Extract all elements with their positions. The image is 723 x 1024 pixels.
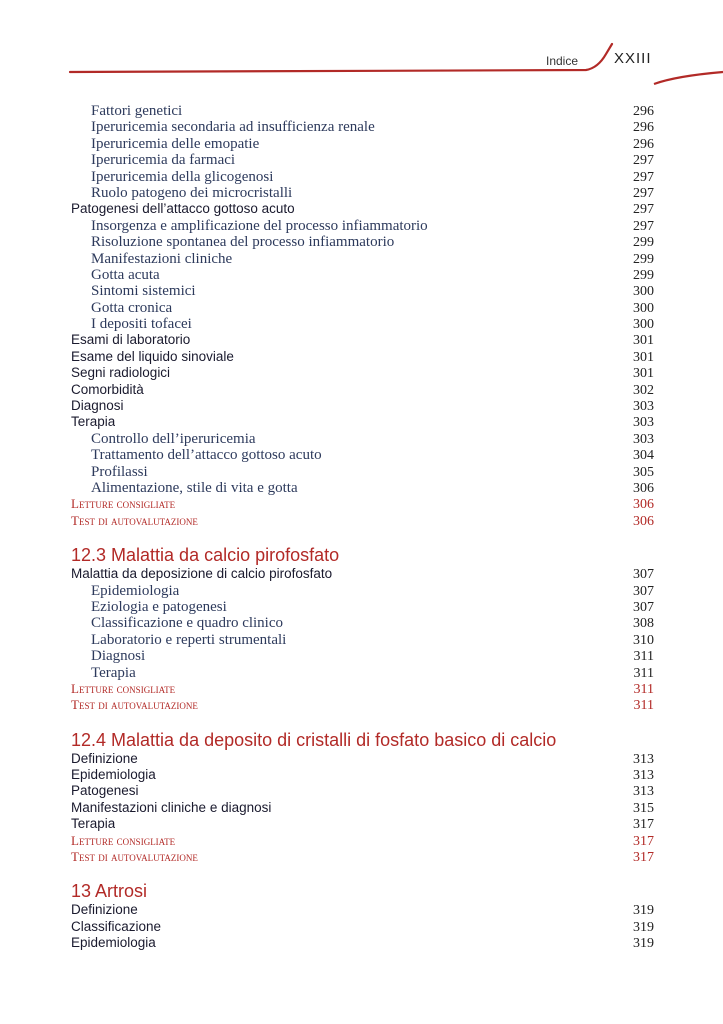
section-heading: 13 Artrosi [71, 881, 148, 902]
entry-page-number: 300 [633, 317, 654, 333]
entry-page-number: 317 [633, 833, 654, 849]
entry-page-number: 302 [633, 382, 654, 398]
toc-subentry[interactable] [71, 316, 654, 332]
entry-title: Iperuricemia della glicogenosi [91, 168, 274, 185]
entry-title: Sintomi sistemici [91, 283, 196, 300]
entry-title: Manifestazioni cliniche [91, 250, 233, 267]
toc-entry[interactable] [71, 816, 654, 832]
entry-page-number: 296 [633, 104, 654, 119]
entry-title: Iperuricemia da farmaci [91, 152, 236, 169]
entry-title: Comorbidità [71, 381, 144, 397]
entry-page-number: 313 [633, 768, 654, 784]
entry-title: Terapia [71, 816, 116, 832]
entry-page-number: 307 [633, 599, 654, 615]
entry-page-number: 306 [633, 480, 654, 496]
entry-title: Epidemiologia [71, 767, 156, 783]
running-header-label: Indice [546, 54, 579, 68]
header-rule [0, 0, 723, 90]
toc-entry[interactable] [71, 365, 654, 381]
entry-title: Classificazione [71, 918, 162, 934]
entry-page-number: 310 [633, 632, 654, 648]
toc-subentry[interactable] [71, 283, 654, 299]
section-heading: 12.4 Malattia da deposito di cristalli di fosfato basico di calcio [71, 729, 557, 750]
toc-entry[interactable] [71, 414, 654, 430]
entry-title: Trattamento dell’attacco gottoso acuto [91, 447, 322, 464]
toc-subentry[interactable] [71, 234, 654, 250]
entry-title: Gotta acuta [91, 266, 160, 283]
entry-page-number: 319 [633, 903, 654, 919]
entry-page-number: 306 [633, 497, 654, 513]
reference-entry[interactable] [71, 697, 654, 713]
entry-title: Test di autovalutazione [71, 697, 198, 713]
toc-subentry[interactable] [71, 464, 654, 480]
toc-entry[interactable] [71, 902, 654, 918]
toc-subentry[interactable] [71, 136, 654, 152]
entry-page-number: 305 [633, 464, 654, 480]
entry-title: Classificazione e quadro clinico [91, 615, 284, 632]
toc-entry[interactable] [71, 566, 654, 582]
entry-page-number: 297 [633, 218, 654, 234]
entry-page-number: 313 [633, 751, 654, 767]
reference-entry[interactable] [71, 833, 654, 849]
entry-page-number: 296 [633, 136, 654, 152]
entry-title: Iperuricemia delle emopatie [91, 135, 260, 152]
entry-title: Esame del liquido sinoviale [71, 348, 234, 364]
entry-page-number: 317 [633, 817, 654, 833]
entry-title: I depositi tofacei [91, 316, 192, 333]
entry-title: Letture consigliate [71, 496, 176, 512]
toc-entry[interactable] [71, 398, 654, 414]
entry-page-number: 317 [633, 850, 654, 866]
toc-subentry[interactable] [71, 447, 654, 463]
entry-page-number: 297 [633, 169, 654, 185]
entry-page-number: 315 [633, 800, 654, 816]
toc-subentry[interactable] [71, 480, 654, 496]
reference-entry[interactable] [71, 681, 654, 697]
toc-entry[interactable] [71, 800, 654, 816]
entry-title: Iperuricemia secondaria ad insufficienza renale [91, 119, 375, 136]
table-of-contents [71, 103, 654, 952]
toc-subentry[interactable] [71, 267, 654, 283]
entry-page-number: 297 [633, 202, 654, 218]
section-heading: 12.3 Malattia da calcio pirofosfato [71, 545, 340, 566]
reference-entry[interactable] [71, 513, 654, 529]
toc-subentry[interactable] [71, 103, 654, 119]
entry-page-number: 319 [633, 936, 654, 952]
entry-title: Eziologia e patogenesi [91, 598, 227, 615]
toc-subentry[interactable] [71, 615, 654, 631]
entry-title: Diagnosi [71, 398, 124, 414]
entry-title: Segni radiologici [71, 365, 171, 381]
entry-title: Epidemiologia [91, 582, 180, 599]
entry-title: Insorgenza e amplificazione del processo infiammatorio [91, 217, 428, 234]
entry-page-number: 299 [633, 235, 654, 251]
entry-page-number: 301 [633, 366, 654, 382]
entry-page-number: 301 [633, 349, 654, 365]
toc-entry[interactable] [71, 935, 654, 951]
entry-page-number: 303 [633, 399, 654, 415]
entry-page-number: 297 [633, 185, 654, 201]
entry-title: Test di autovalutazione [71, 512, 198, 528]
entry-page-number: 307 [633, 567, 654, 583]
toc-subentry[interactable] [71, 251, 654, 267]
page-number: XXIII [614, 50, 652, 67]
entry-page-number: 311 [633, 698, 654, 714]
entry-page-number: 299 [633, 267, 654, 283]
toc-entry[interactable] [71, 919, 654, 935]
entry-title: Manifestazioni cliniche e diagnosi [71, 799, 272, 815]
entry-title: Definizione [71, 902, 138, 918]
entry-page-number: 319 [633, 919, 654, 935]
entry-page-number: 311 [633, 665, 654, 681]
entry-title: Letture consigliate [71, 680, 176, 696]
entry-title: Patogenesi dell’attacco gottoso acuto [71, 201, 295, 217]
toc-subentry[interactable] [71, 599, 654, 615]
entry-title: Test di autovalutazione [71, 849, 198, 865]
entry-page-number: 304 [633, 448, 654, 464]
toc-subentry[interactable] [71, 632, 654, 648]
entry-page-number: 300 [633, 300, 654, 316]
entry-title: Risoluzione spontanea del processo infiammatorio [91, 234, 395, 251]
entry-title: Controllo dell’iperuricemia [91, 430, 256, 447]
entry-title: Definizione [71, 750, 138, 766]
entry-title: Esami di laboratorio [71, 332, 191, 348]
toc-subentry[interactable] [71, 218, 654, 234]
toc-subentry[interactable] [71, 185, 654, 201]
entry-page-number: 296 [633, 120, 654, 136]
entry-title: Gotta cronica [91, 299, 173, 316]
entry-page-number: 311 [633, 649, 654, 665]
toc-entry[interactable] [71, 751, 654, 767]
entry-page-number: 303 [633, 415, 654, 431]
toc-subentry[interactable] [71, 583, 654, 599]
entry-title: Laboratorio e reperti strumentali [91, 631, 287, 648]
reference-entry[interactable] [71, 496, 654, 512]
entry-page-number: 306 [633, 513, 654, 529]
entry-title: Alimentazione, stile di vita e gotta [91, 479, 298, 496]
toc-entry[interactable] [71, 767, 654, 783]
entry-title: Fattori genetici [91, 103, 183, 119]
toc-entry[interactable] [71, 332, 654, 348]
entry-page-number: 307 [633, 583, 654, 599]
toc-subentry[interactable] [71, 152, 654, 168]
entry-title: Letture consigliate [71, 832, 176, 848]
entry-title: Malattia da deposizione di calcio pirofosfato [71, 566, 333, 582]
reference-entry[interactable] [71, 849, 654, 865]
entry-title: Profilassi [91, 463, 148, 480]
toc-subentry[interactable] [71, 431, 654, 447]
toc-entry[interactable] [71, 349, 654, 365]
entry-page-number: 311 [633, 681, 654, 697]
toc-subentry[interactable] [71, 169, 654, 185]
entry-title: Patogenesi [71, 783, 139, 799]
toc-entry[interactable] [71, 201, 654, 217]
toc-entry[interactable] [71, 783, 654, 799]
page-header [0, 0, 723, 90]
entry-title: Terapia [71, 414, 116, 430]
entry-title: Ruolo patogeno dei microcristalli [91, 184, 293, 201]
entry-page-number: 300 [633, 284, 654, 300]
entry-title: Epidemiologia [71, 935, 156, 951]
entry-title: Diagnosi [91, 648, 146, 665]
entry-page-number: 299 [633, 251, 654, 267]
toc-subentry[interactable] [71, 648, 654, 664]
entry-page-number: 301 [633, 333, 654, 349]
toc-entry[interactable] [71, 382, 654, 398]
toc-subentry[interactable] [71, 300, 654, 316]
toc-subentry[interactable] [71, 119, 654, 135]
entry-page-number: 313 [633, 784, 654, 800]
toc-subentry[interactable] [71, 665, 654, 681]
entry-page-number: 308 [633, 616, 654, 632]
entry-title: Terapia [91, 664, 136, 681]
entry-page-number: 303 [633, 431, 654, 447]
entry-page-number: 297 [633, 153, 654, 169]
